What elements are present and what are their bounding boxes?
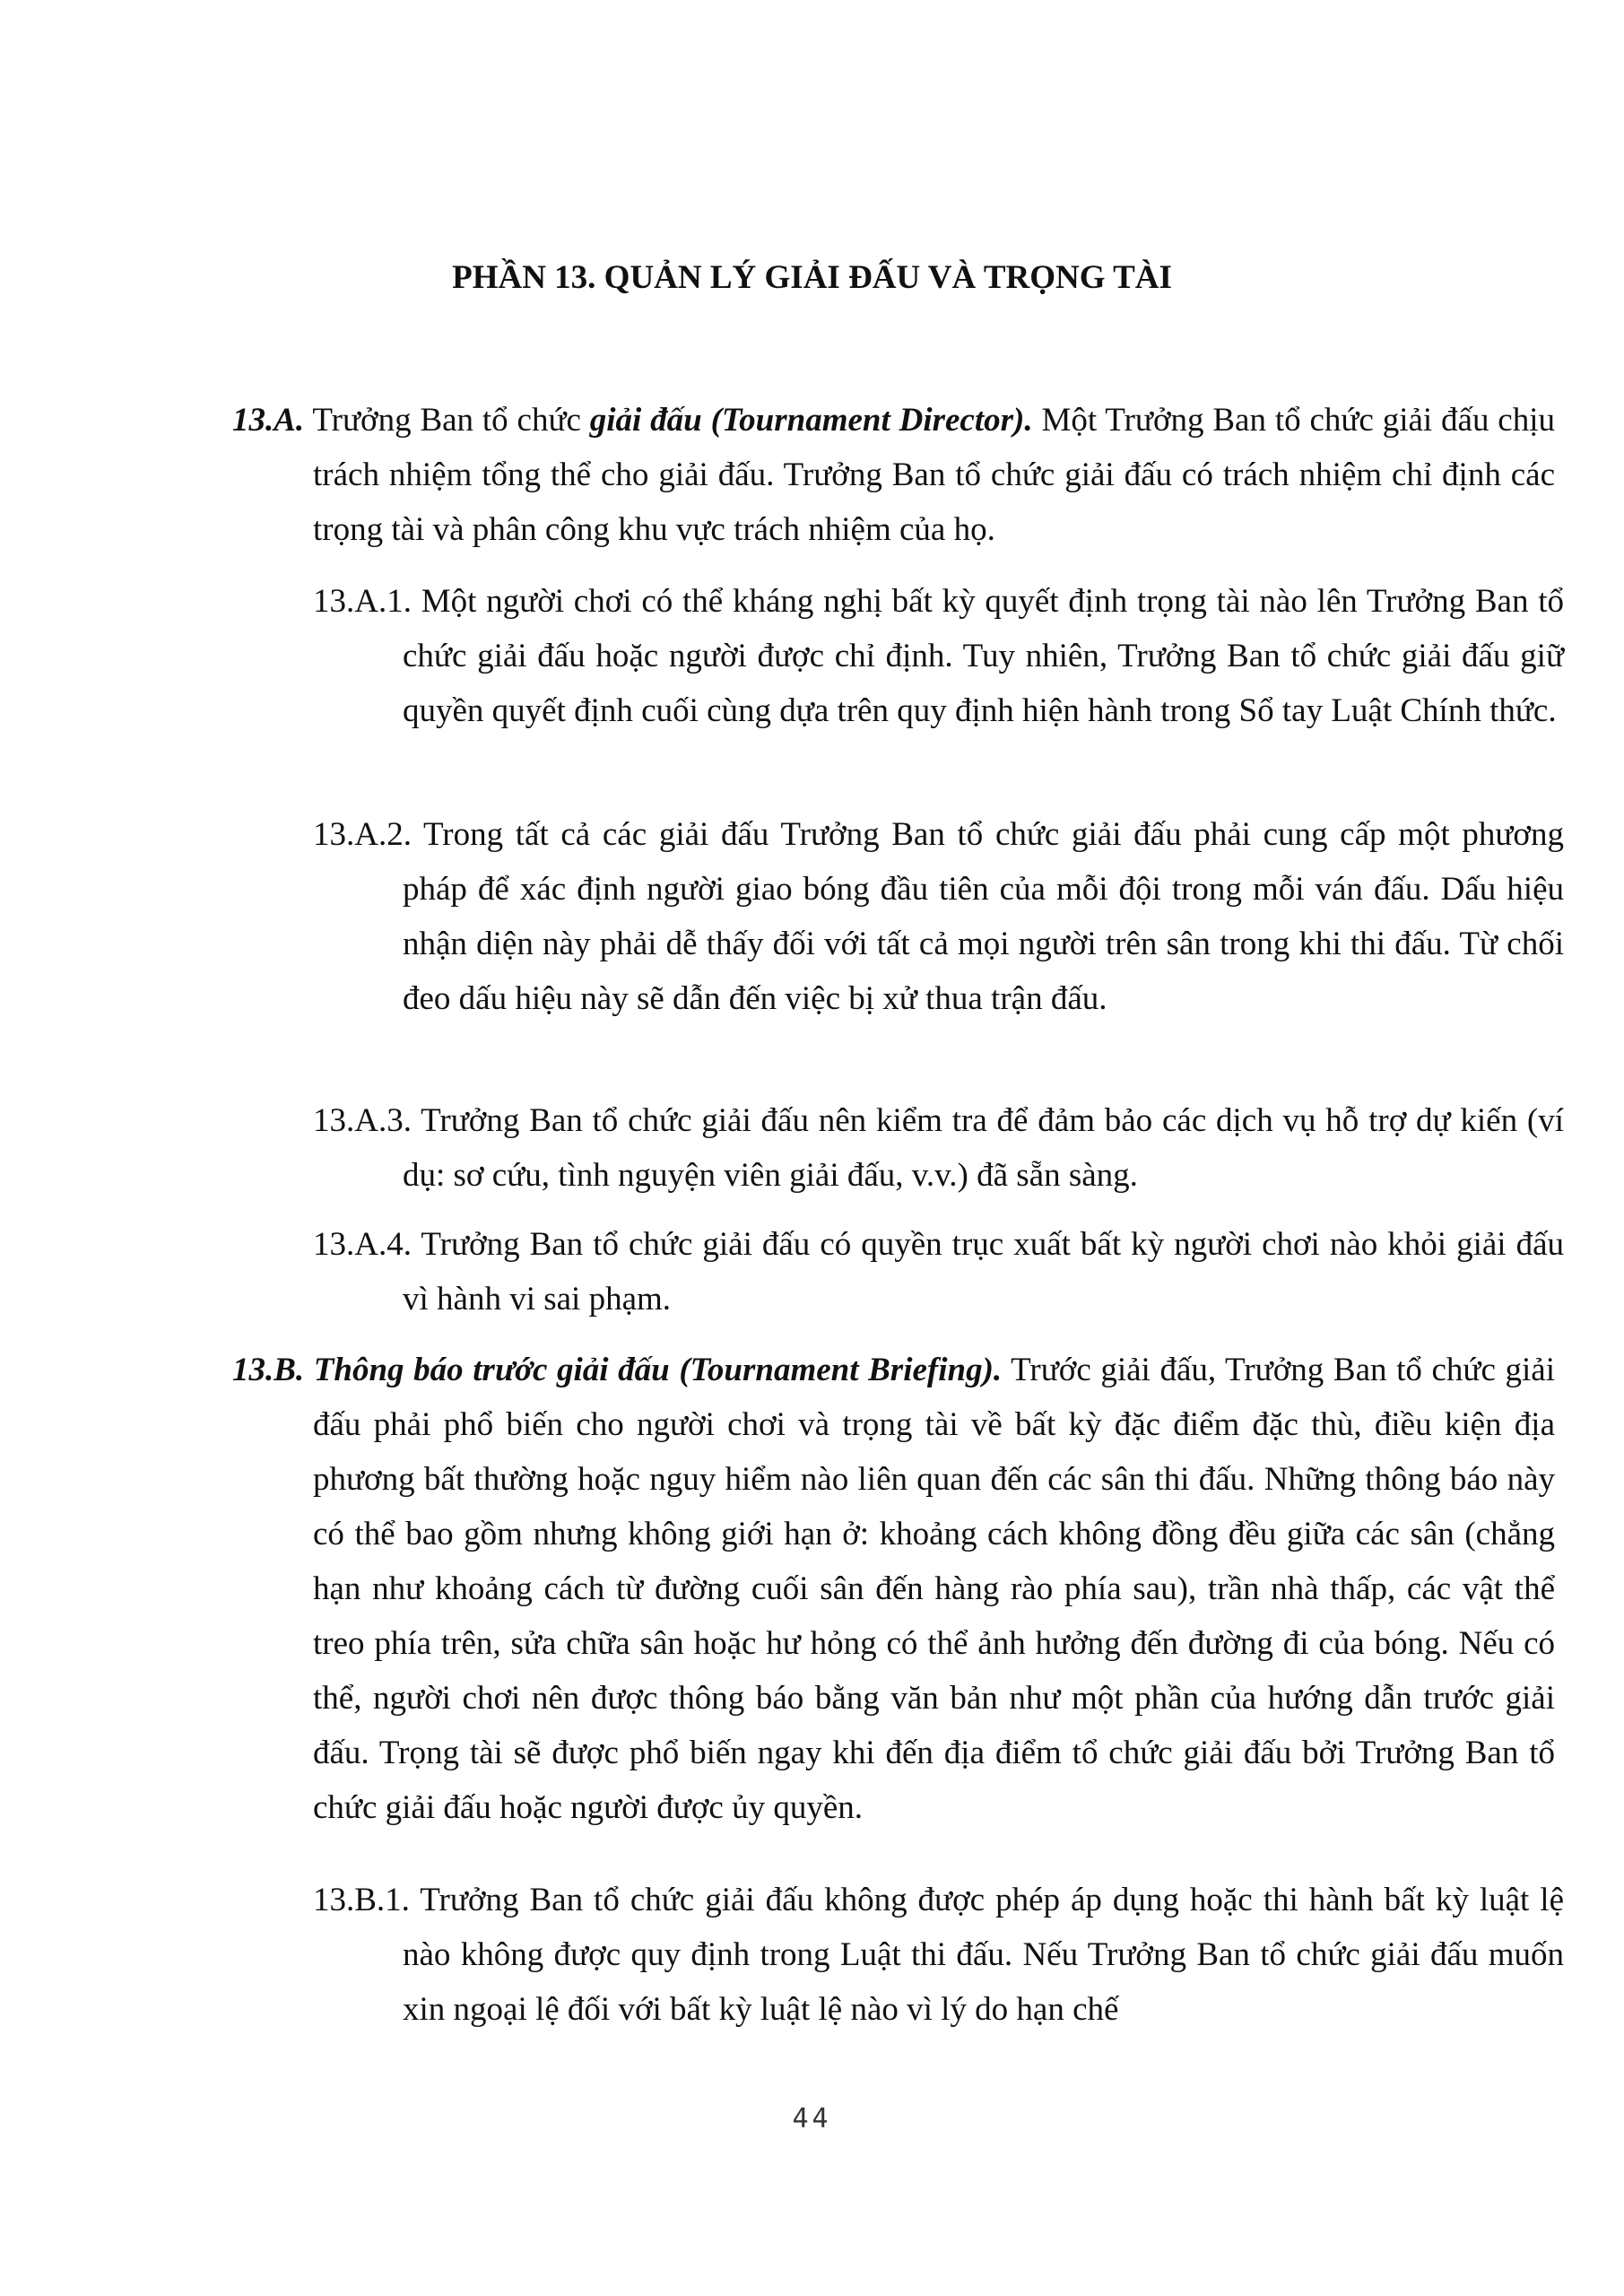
page-number: 44 — [792, 2103, 832, 2135]
item-label: 13.B.1. — [313, 1882, 410, 1918]
section-label: 13.B. — [232, 1352, 305, 1388]
item-13a4 — [313, 1217, 1564, 1326]
item-text: Trưởng Ban tổ chức giải đấu không được phép áp dụng hoặc thi hành bất kỳ luật lệ nào không được quy định trong Luật thi đấu. Nếu Trưởng Ban tổ chức giải đấu muốn xin ngoại lệ đối với bất kỳ luật lệ nào vì lý do hạn chế — [403, 1882, 1564, 2028]
section-label: 13.A. — [232, 402, 305, 439]
item-13b1 — [313, 1873, 1564, 2037]
section-text: Trước giải đấu, Trưởng Ban tổ chức giải đấu phải phổ biến cho người chơi và trọng tài về bất kỳ đặc điểm đặc thù, điều kiện địa phương bất thường hoặc nguy hiểm nào liên quan đến các sân thi đấu. Những thông báo này có thể bao gồm nhưng không giới hạn ở: khoảng cách không đồng đều giữa các sân (chẳng hạn như khoảng cách từ đường cuối sân đến hàng rào phía sau), trần nhà thấp, các vật thể treo phía trên, sửa chữa sân hoặc hư hỏng có thể ảnh hưởng đến đường đi của bóng. Nếu có thể, người chơi nên được thông báo bằng văn bản như một phần của hướng dẫn trước giải đấu. Trọng tài sẽ được phổ biến ngay khi đến địa điểm tổ chức giải đấu bởi Trưởng Ban tổ chức giải đấu hoặc người được ủy quyền. — [313, 1352, 1555, 1826]
item-label: 13.A.1. — [313, 583, 412, 620]
item-13a3 — [313, 1093, 1564, 1203]
item-text: Trưởng Ban tổ chức giải đấu có quyền trục xuất bất kỳ người chơi nào khỏi giải đấu vì hành vi sai phạm. — [403, 1226, 1564, 1318]
item-label: 13.A.2. — [313, 816, 412, 853]
item-text: Trong tất cả các giải đấu Trưởng Ban tổ chức giải đấu phải cung cấp một phương pháp để xác định người giao bóng đầu tiên của mỗi đội trong mỗi ván đấu. Dấu hiệu nhận diện này phải dễ thấy đối với tất cả mọi người trên sân trong khi thi đấu. Từ chối đeo dấu hiệu này sẽ dẫn đến việc bị xử thua trận đấu. — [403, 816, 1564, 1017]
section-heading-plain: Trưởng Ban tổ chức — [304, 402, 590, 439]
page-title: PHẦN 13. QUẢN LÝ GIẢI ĐẤU VÀ TRỌNG TÀI — [452, 259, 1172, 296]
section-13b — [232, 1343, 1555, 1835]
item-text: Trưởng Ban tổ chức giải đấu nên kiểm tra để đảm bảo các dịch vụ hỗ trợ dự kiến (ví dụ: sơ cứu, tình nguyện viên giải đấu, v.v.) đã sẵn sàng. — [403, 1102, 1564, 1194]
section-heading-bold: Thông báo trước giải đấu (Tournament Briefing). — [304, 1352, 1003, 1388]
section-text: Một Trưởng Ban tổ chức giải đấu chịu trách nhiệm tổng thể cho giải đấu. Trưởng Ban tổ chức giải đấu có trách nhiệm chỉ định các trọng tài và phân công khu vực trách nhiệm của họ. — [313, 402, 1555, 548]
item-label: 13.A.4. — [313, 1226, 412, 1263]
item-13a1 — [313, 574, 1564, 738]
item-text: Một người chơi có thể kháng nghị bất kỳ quyết định trọng tài nào lên Trưởng Ban tổ chức giải đấu hoặc người được chỉ định. Tuy nhiên, Trưởng Ban tổ chức giải đấu giữ quyền quyết định cuối cùng dựa trên quy định hiện hành trong Sổ tay Luật Chính thức. — [403, 583, 1564, 729]
section-13a — [232, 393, 1555, 557]
item-13a2 — [313, 807, 1564, 1026]
section-heading-bold: giải đấu (Tournament Director). — [589, 402, 1033, 439]
item-label: 13.A.3. — [313, 1102, 412, 1139]
